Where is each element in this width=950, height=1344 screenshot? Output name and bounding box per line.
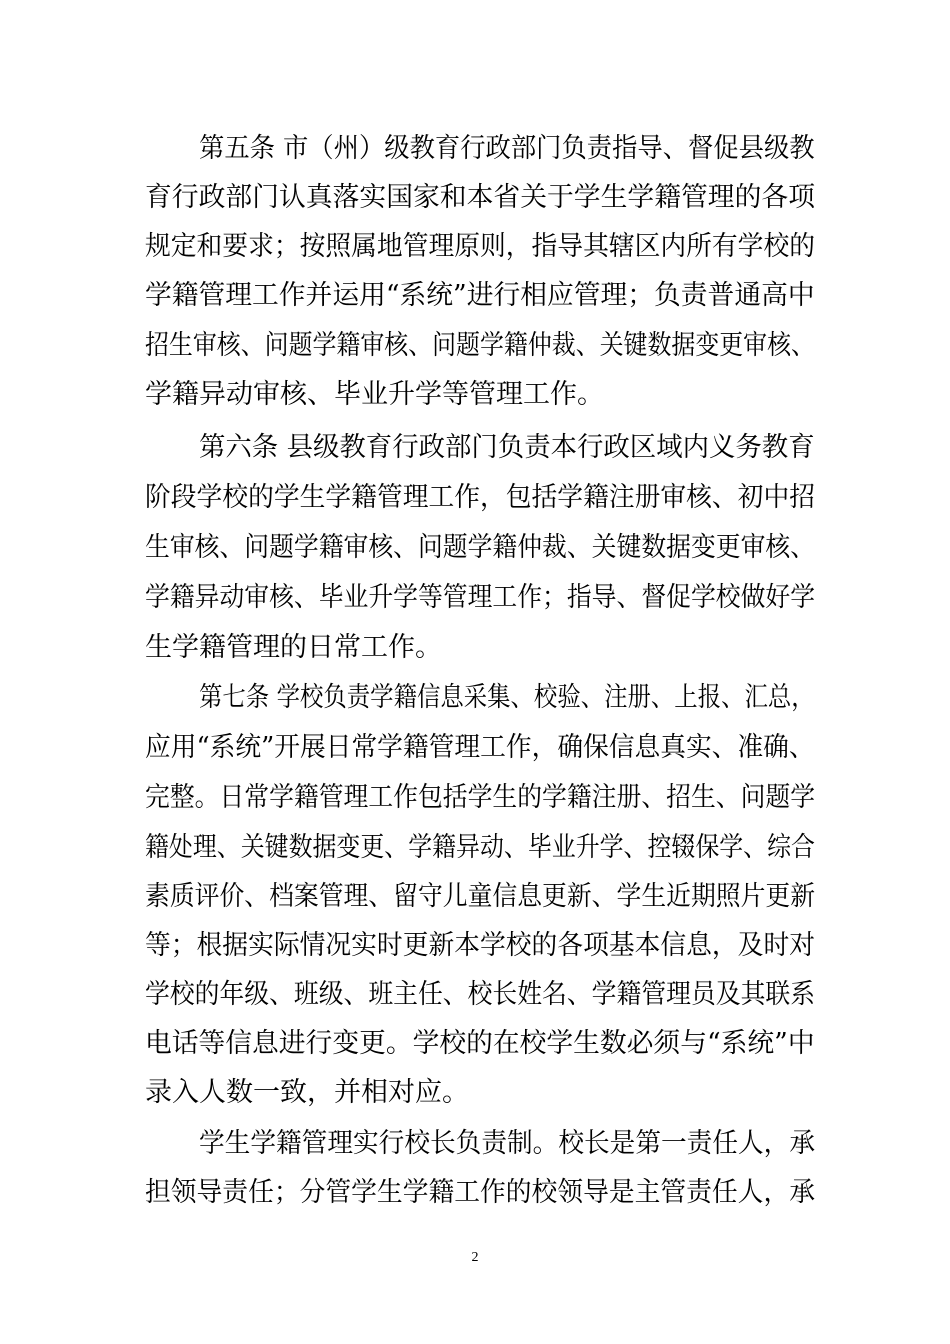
text-line: 学籍异动审核、毕业升学等管理工作。 — [145, 379, 604, 410]
text-line: 学生学籍管理实行校长负责制。校长是第一责任人，承 — [199, 1128, 815, 1159]
text-line: 电话等信息进行变更。学校的在校学生数必须与“系统”中 — [145, 1028, 815, 1059]
text-line: 规定和要求；按照属地管理原则，指导其辖区内所有学校的 — [145, 231, 815, 262]
text-line: 生审核、问题学籍审核、问题学籍仲裁、关键数据变更审核、 — [145, 532, 816, 563]
text-line: 等；根据实际情况实时更新本学校的各项基本信息，及时对 — [145, 930, 815, 961]
text-line: 招生审核、问题学籍审核、问题学籍仲裁、关键数据变更审核、 — [145, 330, 815, 361]
text-line: 录入人数一致，并相对应。 — [145, 1077, 469, 1108]
text-line: 学校的年级、班级、班主任、校长姓名、学籍管理员及其联系 — [145, 979, 816, 1010]
text-line: 育行政部门认真落实国家和本省关于学生学籍管理的各项 — [145, 182, 816, 213]
text-line: 生学籍管理的日常工作。 — [145, 632, 442, 663]
text-line: 应用“系统”开展日常学籍管理工作，确保信息真实、准确、 — [145, 732, 815, 763]
text-line: 第五条 市（州）级教育行政部门负责指导、督促县级教 — [199, 133, 815, 164]
text-line: 担领导责任；分管学生学籍工作的校领导是主管责任人，承 — [145, 1177, 815, 1208]
page-number: 2 — [471, 1250, 479, 1265]
text-line: 阶段学校的学生学籍管理工作，包括学籍注册审核、初中招 — [145, 482, 815, 513]
text-line: 籍处理、关键数据变更、学籍异动、毕业升学、控辍保学、综合 — [145, 832, 815, 863]
text-line: 素质评价、档案管理、留守儿童信息更新、学生近期照片更新 — [145, 881, 816, 912]
text-line: 第六条 县级教育行政部门负责本行政区域内义务教育 — [199, 432, 815, 463]
text-line: 第七条 学校负责学籍信息采集、校验、注册、上报、汇总， — [199, 682, 815, 713]
text-line: 学籍管理工作并运用“系统”进行相应管理；负责普通高中 — [145, 280, 815, 311]
text-line: 学籍异动审核、毕业升学等管理工作；指导、督促学校做好学 — [145, 582, 816, 613]
text-line: 完整。日常学籍管理工作包括学生的学籍注册、招生、问题学 — [145, 782, 816, 813]
